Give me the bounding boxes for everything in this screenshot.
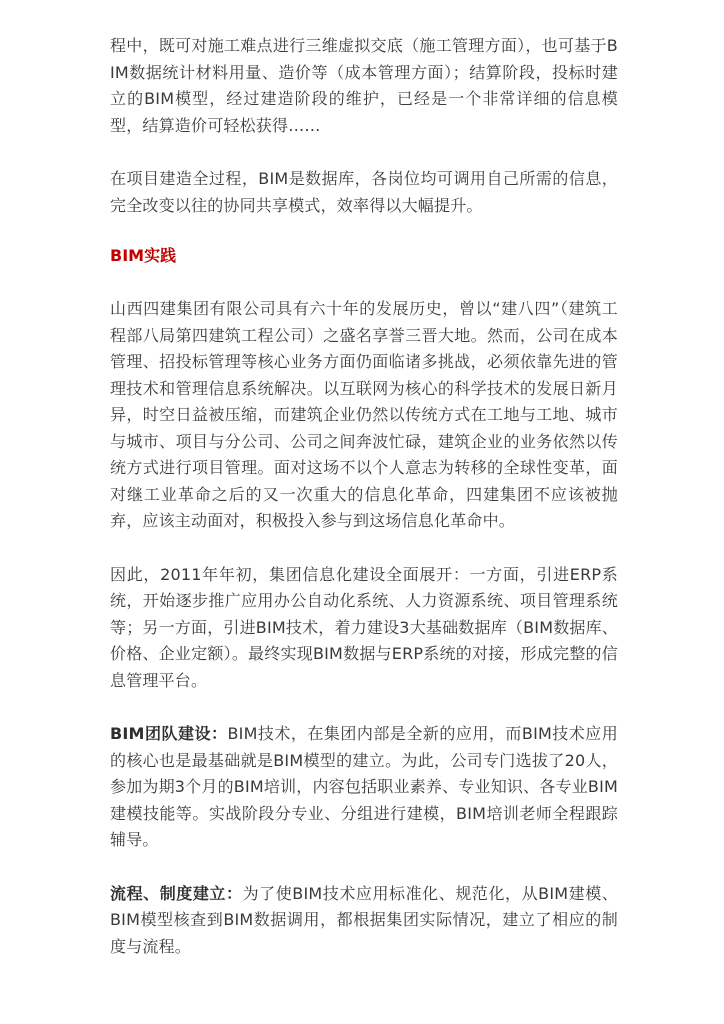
paragraph-company-history: 山西四建集团有限公司具有六十年的发展历史，曾以“建八四”（建筑工程部八局第四建筑工程公司）之盛名享誉三晋大地。然而，公司在成本管理、招投标管理等核心业务方面仍面临诸多挑战，必须依靠先进的管理技术和管理信息系统解决。以互联网为核心的科学技术的发展日新月异，时空日益被压缩，而建筑企业仍然以传统方式在工地与工地、城市与城市、项目与分公司、公司之间奔波忙碌，建筑企业的业务依然以传统方式进行项目管理。面对这场不以个人意志为转移的全球性变革，面对继工业革命之后的又一次重大的信息化革命，四建集团不应该被抛弃，应该主动面对，积极投入参与到这场信息化革命中。 (110, 299, 618, 530)
paragraph-spacer (110, 219, 618, 243)
section-heading-bim-practice: BIM实践 (110, 246, 177, 265)
paragraph-spacer (110, 854, 618, 881)
paragraph-bim-database: 在项目建造全过程，BIM是数据库，各岗位均可调用自己所需的信息，完全改变以往的协同共享模式，效率得以大幅提升。 (110, 169, 618, 215)
paragraph-lead-bim-team: BIM团队建设： (110, 724, 228, 743)
paragraph-spacer (110, 269, 618, 296)
paragraph-bim-team (110, 721, 618, 854)
paragraph-text-process: 为了使BIM技术应用标准化、规范化，从BIM建模、BIM模型核查到BIM数据调用，都根据集团实际情况，建立了相应的制度与流程。 (110, 883, 618, 956)
article-body (110, 33, 618, 960)
paragraph-text-bim-team: BIM技术，在集团内部是全新的应用，而BIM技术应用的核心也是最基础就是BIM模型的建立。为此，公司专门选拔了20人，参加为期3个月的BIM培训，内容包括职业素养、专业知识、各专业BIM建模技能等。实战阶段分专业、分组进行建模，BIM培训老师全程跟踪辅导。 (110, 724, 619, 849)
paragraph-process-system (110, 881, 618, 961)
paragraph-bim-lifecycle: 程中，既可对施工难点进行三维虚拟交底（施工管理方面），也可基于BIM数据统计材料用量、造价等（成本管理方面）；结算阶段，投标时建立的BIM模型，经过建造阶段的维护，已经是一个非常详细的信息模型，结算造价可轻松获得…… (110, 36, 618, 135)
paragraph-spacer (110, 139, 618, 166)
paragraph-informatization: 因此，2011年年初，集团信息化建设全面展开：一方面，引进ERP系统，开始逐步推广应用办公自动化系统、人力资源系统、项目管理系统等；另一方面，引进BIM技术，着力建设3大基础数据库（BIM数据库、价格、企业定额）。最终实现BIM数据与ERP系统的对接，形成完整的信息管理平台。 (110, 564, 618, 690)
paragraph-lead-process: 流程、制度建立： (110, 883, 243, 903)
paragraph-spacer (110, 694, 618, 721)
paragraph-spacer (110, 535, 618, 562)
